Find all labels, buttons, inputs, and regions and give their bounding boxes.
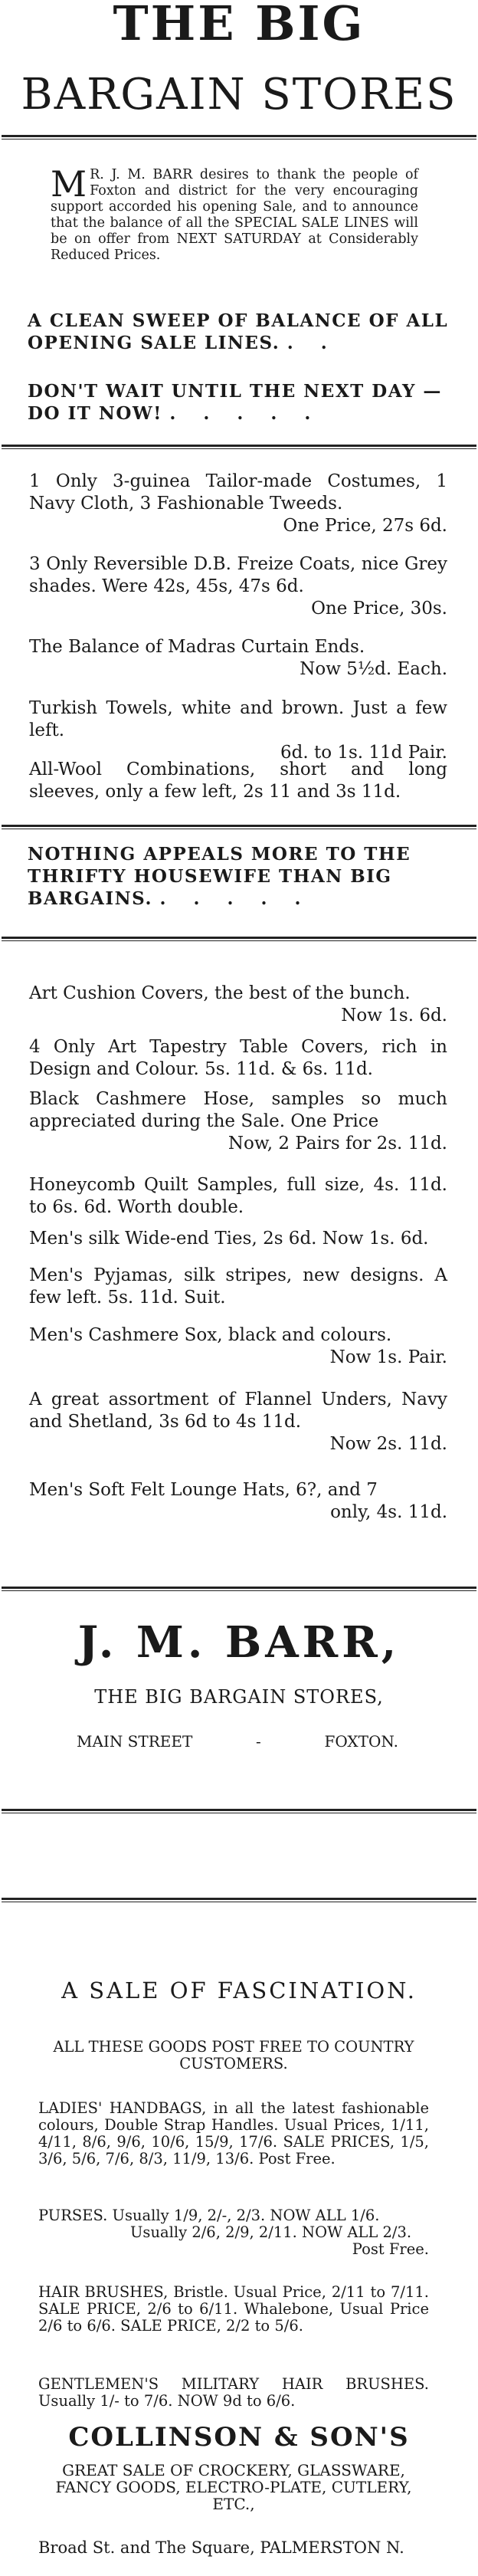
great-sale-line: GREAT SALE OF CROCKERY, GLASSWARE, FANCY GOODS, ELECTRO-PLATE, CUTLERY, ETC.,: [55, 2461, 412, 2513]
brushes-item: HAIR BRUSHES, Bristle. Usual Price, 2/11 to 7/11. SALE PRICE, 2/6 to 6/11. Whalebone, Usual Price 2/6 to 6/6. SALE PRICE, 2/2 to 5/6.: [38, 2283, 429, 2335]
item-text: 1 Only 3-guinea Tailor-made Costumes, 1 Navy Cloth, 3 Fashionable Tweeds.: [29, 471, 447, 514]
item-price: Now 5½d. Each.: [300, 659, 447, 679]
divider: [2, 940, 476, 941]
intro-paragraph: [51, 163, 418, 264]
street: MAIN STREET: [77, 1732, 193, 1751]
collinson-address: Broad St. and The Square, PALMERSTON N.: [38, 2538, 404, 2557]
list-item: [29, 1265, 447, 1309]
advertiser-subtitle: THE BIG BARGAIN STORES,: [94, 1686, 384, 1708]
purses-line-2: Usually 2/6, 2/9, 2/11. NOW ALL 2/3.: [130, 2223, 412, 2241]
item-text: Art Cushion Covers, the best of the bunch.: [29, 983, 411, 1003]
sale-title: A SALE OF FASCINATION.: [61, 1977, 417, 2003]
item-price: Now 2s. 11d.: [329, 1434, 447, 1454]
divider: [2, 937, 476, 939]
headline-the-big: THE BIG: [113, 0, 365, 51]
item-price: One Price, 30s.: [311, 599, 447, 619]
list-item: [29, 1228, 447, 1250]
headline-dont-wait: [28, 380, 449, 425]
divider: [2, 1587, 476, 1589]
advertiser-name: J. M. BARR,: [77, 1617, 401, 1668]
advertiser-address: [77, 1732, 398, 1751]
item-price: 6d. to 1s. 11d Pair.: [280, 743, 447, 763]
headline-dont-wait-text: DON'T WAIT UNTIL THE NEXT DAY —DO IT NOW!: [28, 381, 442, 424]
list-item: [29, 471, 447, 537]
intro-text: R. J. M. BARR desires to thank the people of Foxton and district for the very encouraging support accorded his opening Sale, and to announce that the balance of all the SPECIAL SALE LINES will be on offer from NEXT SATURDAY at Considerably Reduced Prices.: [51, 167, 418, 263]
item-price: Now, 2 Pairs for 2s. 11d.: [228, 1134, 447, 1153]
list-item: [29, 1479, 447, 1524]
list-item: [29, 1174, 447, 1219]
list-item: [29, 1088, 447, 1155]
list-item: [29, 1324, 447, 1369]
headline-bargain-stores: BARGAIN STORES: [21, 70, 457, 120]
headline-clean-sweep: [28, 310, 449, 354]
item-text: Honeycomb Quilt Samples, full size, 4s. 11d. to 6s. 6d. Worth double.: [29, 1175, 447, 1217]
list-item: [29, 759, 447, 803]
town: FOXTON.: [324, 1732, 398, 1751]
leader-dots: . . . . .: [169, 403, 322, 424]
military-brushes-item: GENTLEMEN'S MILITARY HAIR BRUSHES. Usually 1/- to 7/6. NOW 9d to 6/6.: [38, 2375, 429, 2410]
item-text: A great assortment of Flannel Unders, Navy and Shetland, 3s 6d to 4s 11d.: [29, 1390, 447, 1432]
divider: [2, 825, 476, 827]
purses-line-1: PURSES. Usually 1/9, 2/-, 2/3. NOW ALL 1/6.: [38, 2207, 380, 2224]
purses-line-3: Post Free.: [352, 2240, 429, 2258]
item-text: Black Cashmere Hose, samples so much appreciated during the Sale. One Price: [29, 1089, 447, 1131]
divider: [2, 1809, 476, 1811]
item-text: Men's silk Wide-end Ties, 2s 6d. Now 1s. 6d.: [29, 1229, 429, 1249]
item-text: Men's Pyjamas, silk stripes, new designs. A few left. 5s. 11d. Suit.: [29, 1265, 447, 1308]
list-item: [29, 983, 447, 1027]
list-item: [29, 636, 447, 681]
divider: [2, 445, 476, 447]
leader-dots: . . . . .: [159, 888, 312, 909]
handbags-item: LADIES' HANDBAGS, in all the latest fashionable colours, Double Strap Handles. Usual Prices, 1/11, 4/11, 8/6, 9/6, 10/6, 15/9, 17/6. SALE PRICES, 1/5, 3/6, 5/6, 7/6, 8/3, 11/9, 13/6. Post Free.: [38, 2099, 429, 2167]
item-price: Now 1s. 6d.: [341, 1006, 447, 1025]
item-text: All-Wool Combinations, short and long sleeves, only a few left, 2s 11 and 3s 11d.: [29, 760, 447, 802]
headline-thrifty-text: NOTHING APPEALS MORE TO THE THRIFTY HOUSEWIFE THAN BIG BARGAINS.: [28, 844, 411, 909]
collinson-name: COLLINSON & SON'S: [68, 2422, 410, 2453]
item-price: only, 4s. 11d.: [330, 1502, 447, 1522]
list-item: [29, 697, 447, 764]
item-text: Turkish Towels, white and brown. Just a few left.: [29, 698, 447, 740]
item-text: The Balance of Madras Curtain Ends.: [29, 637, 365, 657]
item-text: Men's Soft Felt Lounge Hats, 6?, and 7: [29, 1480, 378, 1500]
list-item: [29, 553, 447, 620]
divider: [2, 1590, 476, 1591]
item-price: One Price, 27s 6d.: [283, 516, 447, 536]
list-item: [29, 1389, 447, 1455]
divider: [2, 135, 476, 137]
item-text: 4 Only Art Tapestry Table Covers, rich in Design and Colour. 5s. 11d. & 6s. 11d.: [29, 1037, 447, 1079]
post-free-note: ALL THESE GOODS POST FREE TO COUNTRY CUSTOMERS.: [53, 2038, 414, 2072]
headline-thrifty-housewife: [28, 843, 449, 910]
dash: -: [256, 1732, 261, 1751]
leader-dots: . .: [286, 333, 338, 353]
item-price: Now 1s. Pair.: [329, 1347, 447, 1367]
headline-clean-sweep-text: A CLEAN SWEEP OF BALANCE OF ALL OPENING SALE LINES.: [28, 310, 449, 353]
divider: [2, 448, 476, 449]
drop-cap: M: [51, 163, 87, 205]
item-text: 3 Only Reversible D.B. Freize Coats, nice Grey shades. Were 42s, 45s, 47s 6d.: [29, 554, 447, 596]
purses-item: [38, 2207, 429, 2258]
divider: [2, 1898, 476, 1900]
list-item: [29, 1036, 447, 1081]
item-text: Men's Cashmere Sox, black and colours.: [29, 1325, 392, 1345]
